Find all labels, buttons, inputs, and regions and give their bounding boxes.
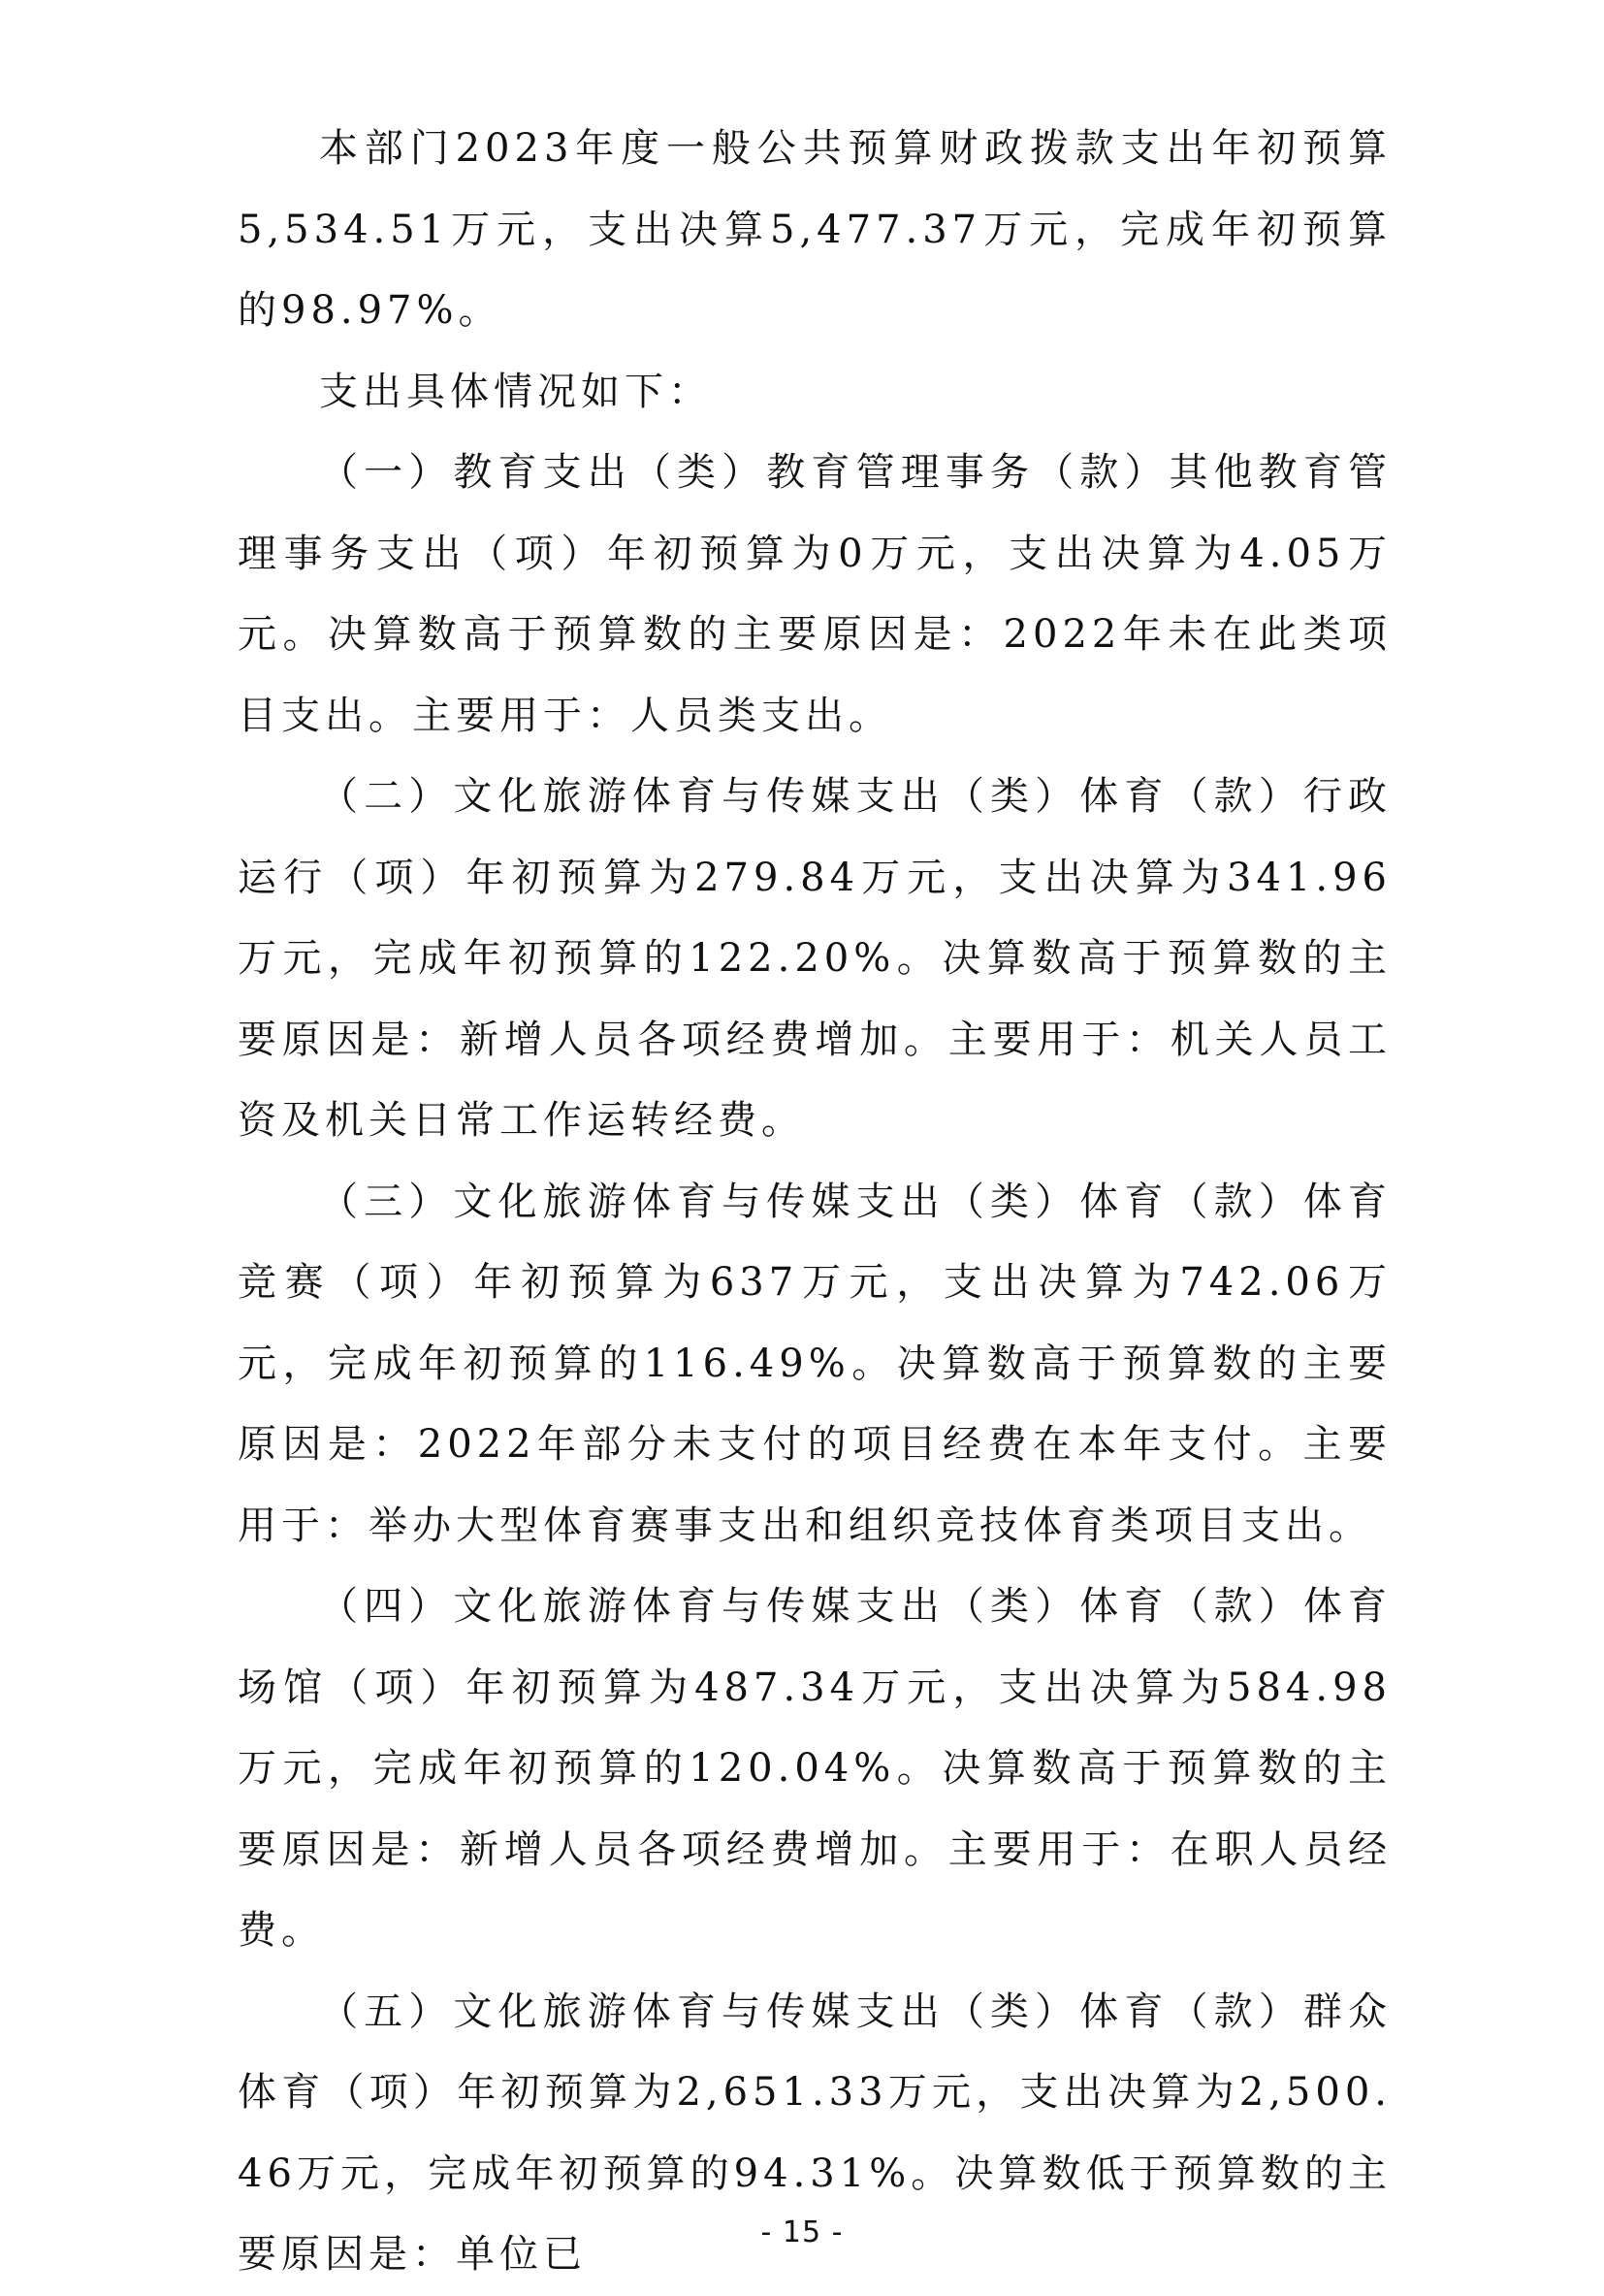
paragraph-budget-summary: 本部门2023年度一般公共预算财政拨款支出年初预算5,534.51万元，支出决算5,477.37万元，完成年初预算的98.97%。 (238, 126, 1392, 333)
paragraph-item-3-sports-competition: （三）文化旅游体育与传媒支出（类）体育（款）体育竞赛（项）年初预算为637万元，支出决算为742.06万元，完成年初预算的116.49%。决算数高于预算数的主要原因是：2022年部分未支付的项目经费在本年支付。主要用于：举办大型体育赛事支出和组织竞技体育类项目支出。 (238, 1179, 1392, 1548)
paragraph-item-4-sports-venues: （四）文化旅游体育与传媒支出（类）体育（款）体育场馆（项）年初预算为487.34万元，支出决算为584.98万元，完成年初预算的120.04%。决算数高于预算数的主要原因是：新增人员各项经费增加。主要用于：在职人员经费。 (238, 1584, 1392, 1953)
paragraph-expenditure-intro: 支出具体情况如下： (319, 369, 712, 414)
page-number: - 15 - (760, 2215, 844, 2249)
paragraph-item-1-education: （一）教育支出（类）教育管理事务（款）其他教育管理事务支出（项）年初预算为0万元，支出决算为4.05万元。决算数高于预算数的主要原因是：2022年未在此类项目支出。主要用于：人员类支出。 (238, 450, 1392, 738)
document-body (238, 109, 1392, 2296)
paragraph-item-2-administration: （二）文化旅游体育与传媒支出（类）体育（款）行政运行（项）年初预算为279.84万元，支出决算为341.96万元，完成年初预算的122.20%。决算数高于预算数的主要原因是：新增人员各项经费增加。主要用于：机关人员工资及机关日常工作运转经费。 (238, 774, 1392, 1143)
paragraph-item-5-public-sports: （五）文化旅游体育与传媒支出（类）体育（款）群众体育（项）年初预算为2,651.33万元，支出决算为2,500.46万元，完成年初预算的94.31%。决算数低于预算数的主要原因是：单位已 (238, 1989, 1392, 2277)
